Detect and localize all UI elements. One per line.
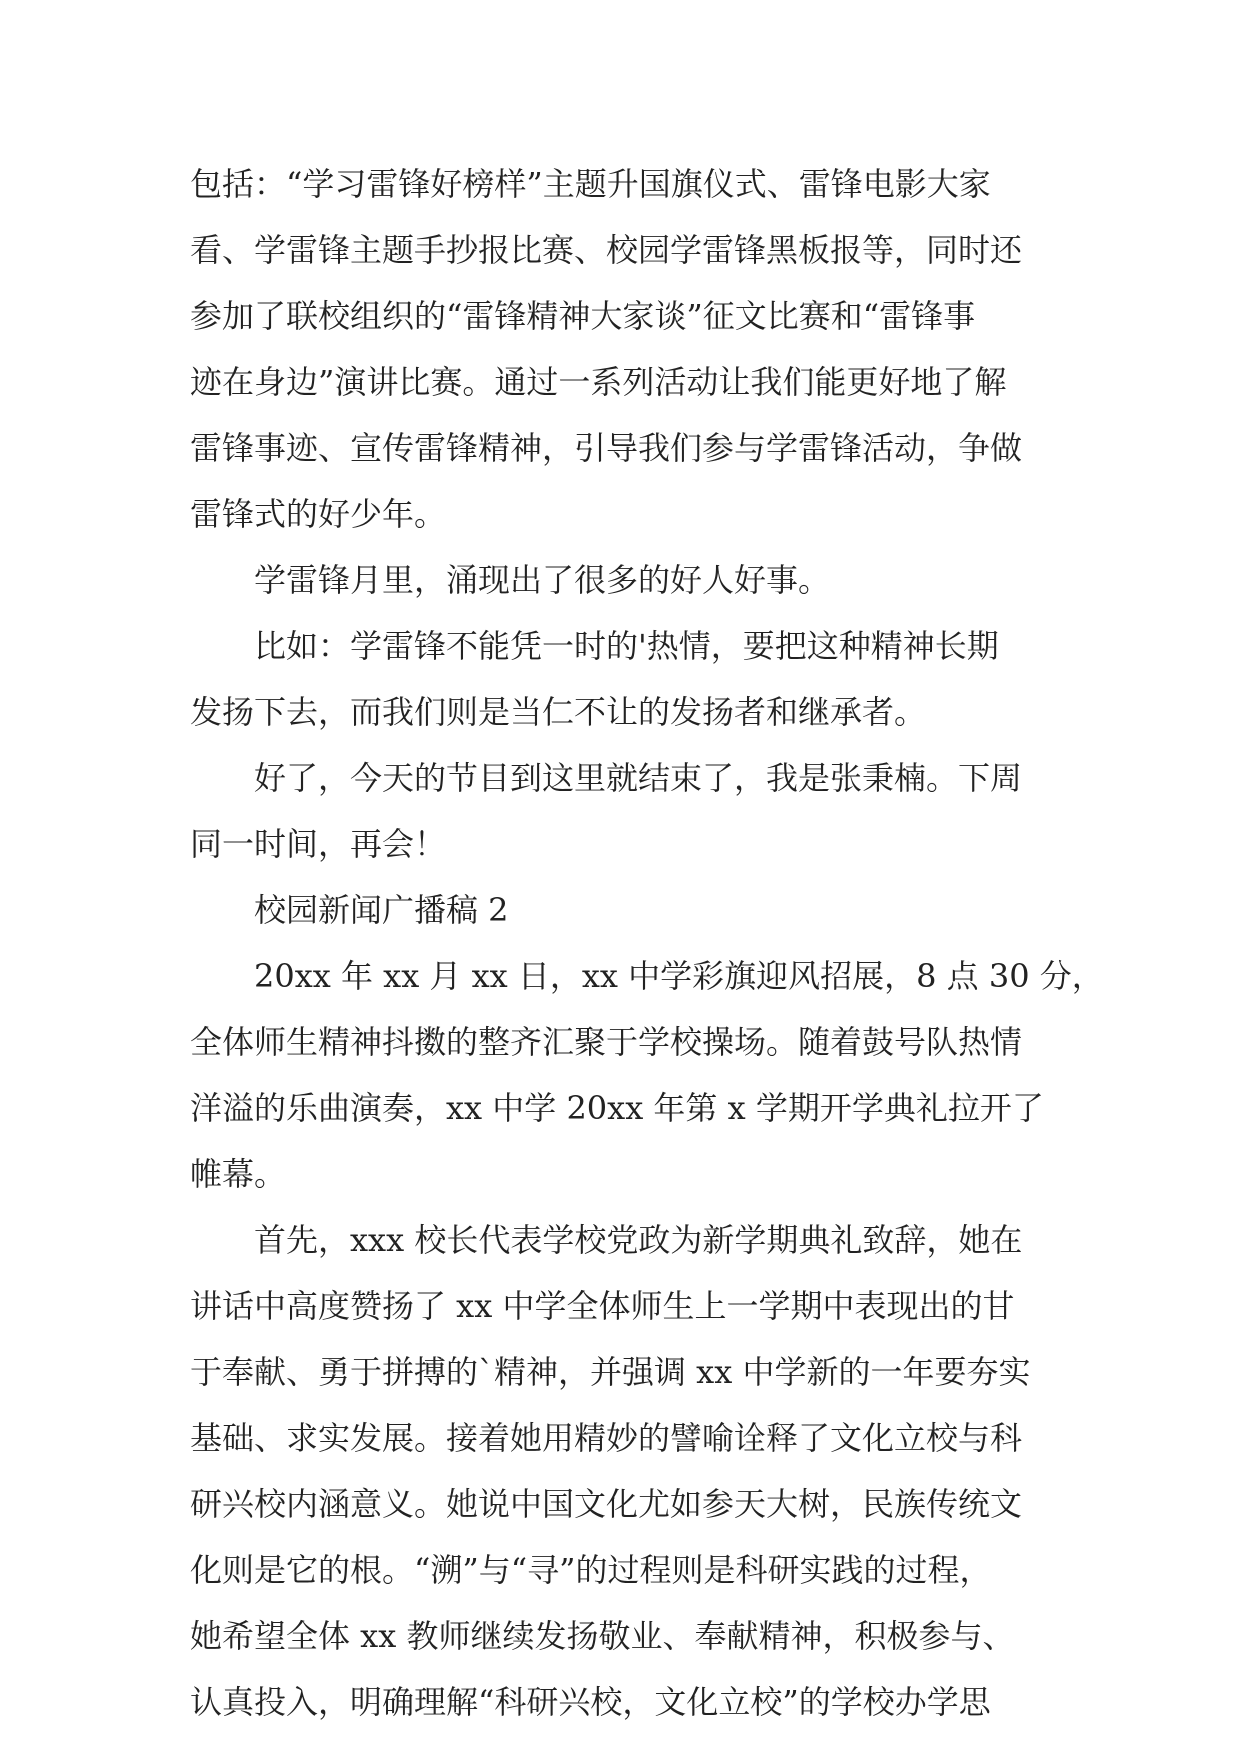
text-line: 于奉献、勇于拼搏的`精神，并强调 xx 中学新的一年要夯实 [190, 1353, 1031, 1391]
text-line: 同一时间，再会！ [190, 825, 447, 863]
text-line: 讲话中高度赞扬了 xx 中学全体师生上一学期中表现出的甘 [190, 1287, 1015, 1325]
text-line: 学雷锋月里，涌现出了很多的好人好事。 [254, 561, 831, 599]
text-line: 看、学雷锋主题手抄报比赛、校园学雷锋黑板报等，同时还 [190, 231, 1023, 269]
text-line: 包括：“学习雷锋好榜样”主题升国旗仪式、雷锋电影大家 [190, 165, 991, 203]
text-line: 参加了联校组织的“雷锋精神大家谈”征文比赛和“雷锋事 [190, 297, 976, 335]
text-line: 她希望全体 xx 教师继续发扬敬业、奉献精神，积极参与、 [190, 1617, 1015, 1655]
text-line: 基础、求实发展。接着她用精妙的譬喻诠释了文化立校与科 [190, 1419, 1023, 1457]
text-line: 20xx 年 xx 月 xx 日，xx 中学彩旗迎风招展，8 点 30 分， [254, 957, 1104, 995]
text-line: 好了，今天的节目到这里就结束了，我是张秉楠。下周 [254, 759, 1023, 797]
text-line: 化则是它的根。“溯”与“寻”的过程则是科研实践的过程， [190, 1551, 992, 1589]
text-line: 比如：学雷锋不能凭一时的'热情，要把这种精神长期 [254, 627, 999, 665]
text-line: 帷幕。 [190, 1155, 287, 1193]
text-line: 全体师生精神抖擞的整齐汇聚于学校操场。随着鼓号队热情 [190, 1023, 1023, 1061]
text-line: 雷锋事迹、宣传雷锋精神，引导我们参与学雷锋活动，争做 [190, 429, 1023, 467]
document-body [190, 158, 1104, 1728]
text-line: 迹在身边”演讲比赛。通过一系列活动让我们能更好地了解 [190, 363, 1007, 401]
text-line: 首先，xxx 校长代表学校党政为新学期典礼致辞，她在 [254, 1221, 1023, 1259]
text-line: 雷锋式的好少年。 [190, 495, 447, 533]
text-line: 研兴校内涵意义。她说中国文化尤如参天大树，民族传统文 [190, 1485, 1023, 1523]
text-line: 发扬下去，而我们则是当仁不让的发扬者和继承者。 [190, 693, 927, 731]
section-heading: 校园新闻广播稿 2 [254, 891, 509, 929]
text-line: 认真投入，明确理解“科研兴校，文化立校”的学校办学思 [190, 1683, 991, 1721]
text-line: 洋溢的乐曲演奏，xx 中学 20xx 年第 x 学期开学典礼拉开了 [190, 1089, 1044, 1127]
